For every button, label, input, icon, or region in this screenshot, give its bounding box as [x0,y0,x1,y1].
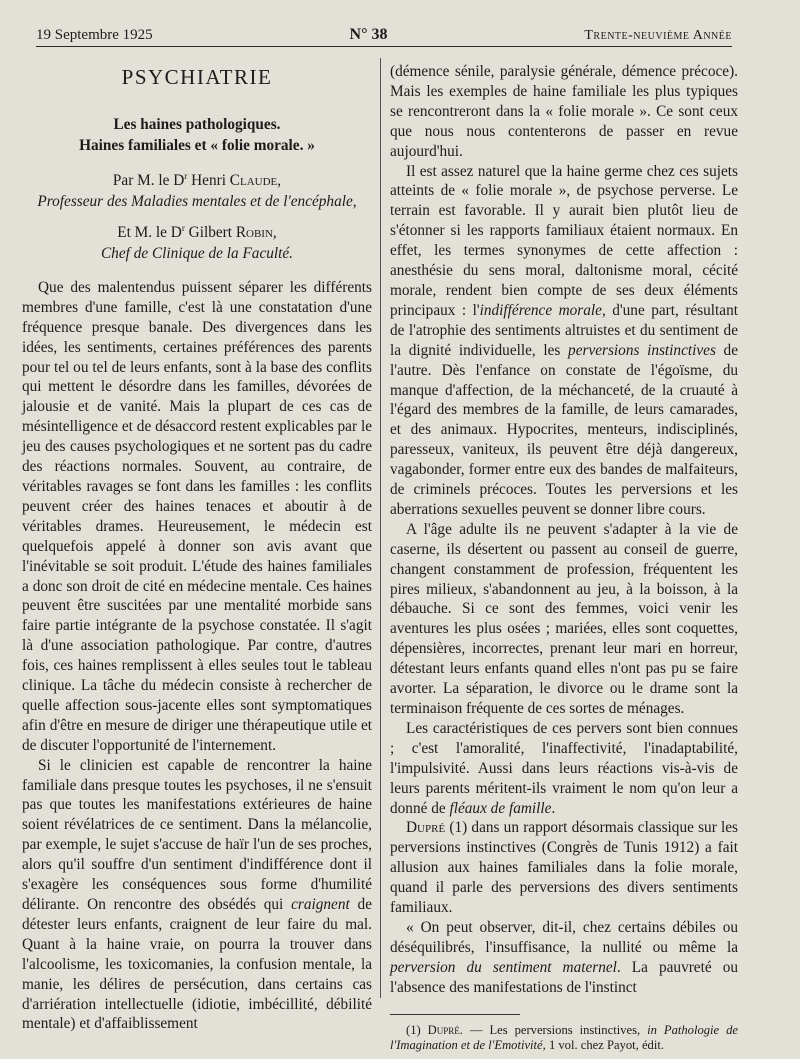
right-paragraph-2 [390,162,738,520]
author2-prefix: Et M. le D [117,223,182,241]
left-paragraph-2 [22,756,372,1035]
left-column [22,62,372,1034]
right-p2-text-b: , d'une part, résultant de l'atrophie des sentiments altruistes et du sentiment de la dignité individuelle, les [390,301,738,359]
right-paragraph-4 [390,719,738,819]
author1-sup: r [184,170,188,181]
author2-first: Gilbert [184,223,236,241]
author1-name [22,170,372,191]
left-p2-text-a: Si le clinicien est capable de rencontrer la haine familiale dans presque toutes les psychoses, il ne s'ensuit pas que toutes les manifestations extérieures de haine soient révélatrices de ce sentiment. Dans la mélancolie, par exemple, le sujet s'accuse de haïr l'un de ses proches, alors qu'il souffre d'un sentiment d'indifférence dont il s'exagère les conséquences sous forme d'humilité délirante. On rencontre des obsédés qui [22,756,372,913]
right-paragraph-5 [390,818,738,918]
right-column [390,62,738,1053]
article-title [22,114,372,156]
author2-last: Robin [235,223,273,241]
author2-suffix: , [272,223,277,241]
left-paragraph-1: Que des malentendus puissent séparer les différents membres d'une famille, c'est là une constatation d'une fréquence presque banale. Des divergences dans les idées, les sentiments, certaines préférences des parents pour tel ou tel de leurs enfants, sont à la base des conflits qui mettent le désordre dans les familles, dévorées de jalousie et de vanité. Mais la plupart de ces cas de mésintelligence et de désaccord restent explicables par le jeu des causes psychologiques et ne sortent pas du cadre des réactions normales. Souvent, au contraire, de véritables ravages se font dans les familles : les conflits peuvent créer des haines tenaces et aboutir à de véritables drames. Heureusement, le médecin est quelquefois appelé à donner son avis avant que l'inévitable se soit produit. L'étude des haines familiales a donc son droit de cité en médecine mentale. Ces haines peuvent être suscitées par une mentalité morbide sans faire partie intégrante de la psychose constatée. Il s'agit là d'une association pathologique. Par contre, d'autres fois, ces haines remplissent à elles seules tout le tableau clinique. La tâche du médecin consiste à rechercher de quelle affection sous-jacente elles sont symptomatiques afin d'être en mesure de diriger une thérapeutique utile et de discuter l'opportunité de l'internement. [22,278,372,754]
right-p2-emphasis-2: perversions instinctives [568,341,716,359]
footnote-text-a: . — Les perversions instinctives, [459,1022,648,1037]
right-p4-emphasis: fléaux de famille [449,799,552,817]
right-p4-text-b: . [551,799,556,817]
right-p2-text-c: de l'autre. Dès l'enfance on constate de l'égoïsme, du manque d'affection, de la méchanceté, de la cruauté à l'égard des membres de la famille, de leurs camarades, et des animaux. Hypocrites, menteurs, indisciplinés, paresseux, vaniteux, ils peuvent être déjà dangereux, vagabonder, former entre eux des bandes de malfaiteurs, de criminels précoces. Toutes les perversions et les aberrations sexuelles peuvent se donner libre cours. [390,341,738,518]
right-paragraph-3: A l'âge adulte ils ne peuvent s'adapter à la vie de caserne, ils désertent ou passent au conseil de guerre, changent constamment de profession, fréquentent les pires milieux, s'abandonnent au jeu, à la boisson, à la débauche. Si ce sont des femmes, voici venir les aventures les plus osées ; mariées, elles sont coquettes, dépensières, incorrectes, prenant leur mari en horreur, détestant leurs enfants quand elles n'ont pas pu se faire avorter. La séparation, le divorce ou le drame sont la terminaison fréquente de ces sortes de ménages. [390,520,738,717]
footnote-text-b: , 1 vol. chez Payot, édit. [542,1037,665,1052]
right-p6-emphasis: perversion du sentiment maternel [390,958,617,976]
right-paragraph-6 [390,918,738,998]
footnote-name: Dupré [427,1022,460,1037]
running-header [36,24,732,47]
author1-first: Henri [187,171,230,189]
author1-byline [22,170,372,212]
author1-role: Professeur des Maladies mentales et de l'encéphale, [37,192,357,210]
footnote [390,1023,738,1053]
author2-byline [22,222,372,264]
right-p6-text-b: . La pauvreté ou l'absence des manifestations de l'instinct [390,958,738,996]
column-divider [380,58,381,998]
right-p2-text-a: Il est assez naturel que la haine germe chez ces sujets atteints de « folie morale », de psychose perverse. Le terrain est favorable. Il y aurait bien plutôt lieu de s'étonner si les rapports familiaux étaient normaux. En effet, les termes synonymes de cette affection : anesthésie du sens moral, daltonisme moral, cécité morale, rendent bien compte de ses deux éléments principaux : l' [390,162,738,319]
author2-name [22,222,372,243]
article-title-line1: Les haines pathologiques. [113,115,281,133]
publication-year: Trente-neuvième Année [584,28,732,43]
right-p2-emphasis-1: indifférence morale [479,301,602,319]
author1-suffix: , [277,171,282,189]
article-title-line2: Haines familiales et « folie morale. » [79,136,315,154]
right-p6-text-a: « On peut observer, dit-il, chez certains débiles ou déséquilibrés, l'insuffisance, la nullité ou même la [390,918,738,956]
right-p5-name: Dupré [406,819,446,837]
footnote-emphasis: in Pathologie de l'Imagination et de l'Emotivité [390,1022,738,1052]
left-p2-text-b: de détester leurs enfants, craignent de leur faire du mal. Quant à la haine vraie, on pourra la trouver dans l'alcoolisme, les toxicomanies, la confusion mentale, la manie, les délires de persécution, dans certains cas d'arriération intellectuelle (idiotie, imbécillité, débilité mentale) et d'affaiblissement [22,896,372,1033]
issue-number: N° 38 [349,26,388,43]
right-paragraph-1: (démence sénile, paralysie générale, démence précoce). Mais les exemples de haine familiale les plus typiques se rencontreront dans la « folie morale ». Ce sont ceux que nous nous contenterons de passer en revue aujourd'hui. [390,63,738,160]
author1-last: Claude [229,171,278,189]
footnote-number: (1) [406,1022,428,1037]
issue-date: 19 Septembre 1925 [36,27,153,43]
author2-sup: r [181,222,185,233]
author1-prefix: Par M. le D [112,171,185,189]
left-p2-emphasis: craignent [291,896,350,913]
author2-role: Chef de Clinique de la Faculté. [100,244,294,262]
right-p5-text: (1) dans un rapport désormais classique sur les perversions instinctives (Congrès de Tunis 1912) a fait allusion aux haines familiales dans la folie morale, quand il parle des perversions des divers sentiments familiaux. [390,819,738,917]
footnote-rule [390,1014,520,1015]
section-heading: PSYCHIATRIE [121,65,273,89]
right-p4-text-a: Les caractéristiques de ces pervers sont bien connues ; c'est l'amoralité, l'inaffectivité, l'inadaptabilité, l'impulsivité. Aussi dans leurs réactions vis-à-vis de leurs parents méritent-ils vraiment le nom qu'on leur a donné de [390,719,738,817]
